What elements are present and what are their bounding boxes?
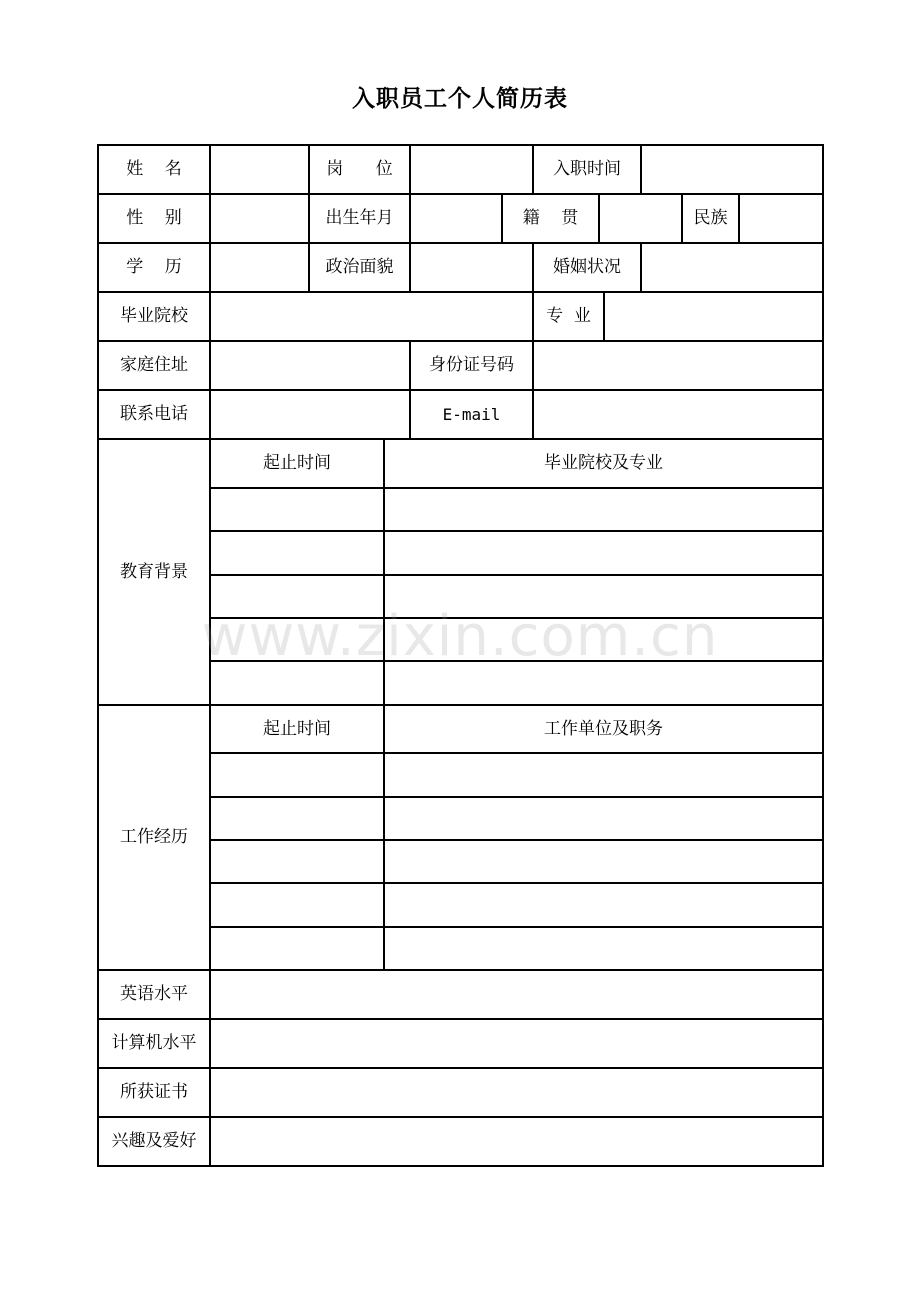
work-detail-cell[interactable] [385,884,822,926]
hire-date-field[interactable] [642,146,822,193]
hobbies-label: 兴趣及爱好 [111,1131,197,1151]
ethnicity-field[interactable] [740,195,822,242]
education-period-header: 起止时间 [263,453,331,473]
computer-level-field[interactable] [211,1020,822,1067]
education-detail-cell[interactable] [385,619,822,660]
work-period-cell[interactable] [211,798,383,839]
work-detail-cell[interactable] [385,754,822,796]
position-field[interactable] [411,146,532,193]
hobbies-field[interactable] [211,1118,822,1165]
political-status-field[interactable] [411,244,532,291]
work-detail-header: 工作单位及职务 [544,718,663,739]
native-place-field[interactable] [600,195,681,242]
major-label: 专 业 [546,306,591,326]
education-detail-cell[interactable] [385,576,822,617]
home-address-field[interactable] [211,342,409,389]
email-label: E-mail [442,404,501,424]
major-field[interactable] [605,293,822,340]
birth-date-label: 出生年月 [325,208,394,228]
certificates-label: 所获证书 [120,1082,188,1102]
page-title: 入职员工个人简历表 [352,86,568,112]
education-period-cell[interactable] [211,576,383,617]
education-detail-cell[interactable] [385,662,822,704]
political-status-label: 政治面貌 [325,257,394,277]
watermark: www.zixin.com.cn [201,604,719,669]
english-level-label: 英语水平 [120,984,188,1004]
name-label: 姓 名 [126,159,182,179]
work-section-label: 工作经历 [120,827,188,847]
hire-date-label: 入职时间 [553,159,621,179]
table-border [97,1165,824,1167]
education-section-label: 教育背景 [120,561,188,582]
education-period-cell[interactable] [211,619,383,660]
name-field[interactable] [211,146,308,193]
birth-date-field[interactable] [411,195,501,242]
gender-label: 性 别 [126,208,182,228]
work-period-cell[interactable] [211,928,383,969]
graduate-school-label: 毕业院校 [120,306,188,326]
work-period-cell[interactable] [211,754,383,796]
work-detail-cell[interactable] [385,798,822,839]
certificates-field[interactable] [211,1069,822,1116]
education-detail-cell[interactable] [385,489,822,530]
ethnicity-label: 民族 [693,208,728,228]
email-field[interactable] [534,391,822,438]
marital-status-label: 婚姻状况 [553,257,621,277]
phone-field[interactable] [211,391,409,438]
work-detail-cell[interactable] [385,841,822,882]
education-detail-cell[interactable] [385,532,822,574]
position-label: 岗 位 [326,159,393,179]
table-border [822,144,824,1167]
work-detail-cell[interactable] [385,928,822,969]
education-level-field[interactable] [211,244,308,291]
gender-field[interactable] [211,195,308,242]
phone-label: 联系电话 [120,404,188,424]
computer-level-label: 计算机水平 [111,1033,197,1053]
education-period-cell[interactable] [211,662,383,704]
education-level-label: 学 历 [126,257,182,277]
marital-status-field[interactable] [642,244,822,291]
work-period-cell[interactable] [211,841,383,882]
id-number-field[interactable] [534,342,822,389]
education-period-cell[interactable] [211,532,383,574]
id-number-label: 身份证号码 [429,355,514,375]
work-period-cell[interactable] [211,884,383,926]
graduate-school-field[interactable] [211,293,532,340]
english-level-field[interactable] [211,971,822,1018]
native-place-label: 籍 贯 [522,208,579,228]
education-detail-header: 毕业院校及专业 [544,453,663,473]
education-period-cell[interactable] [211,489,383,530]
work-period-header: 起止时间 [263,718,331,739]
home-address-label: 家庭住址 [120,355,188,375]
